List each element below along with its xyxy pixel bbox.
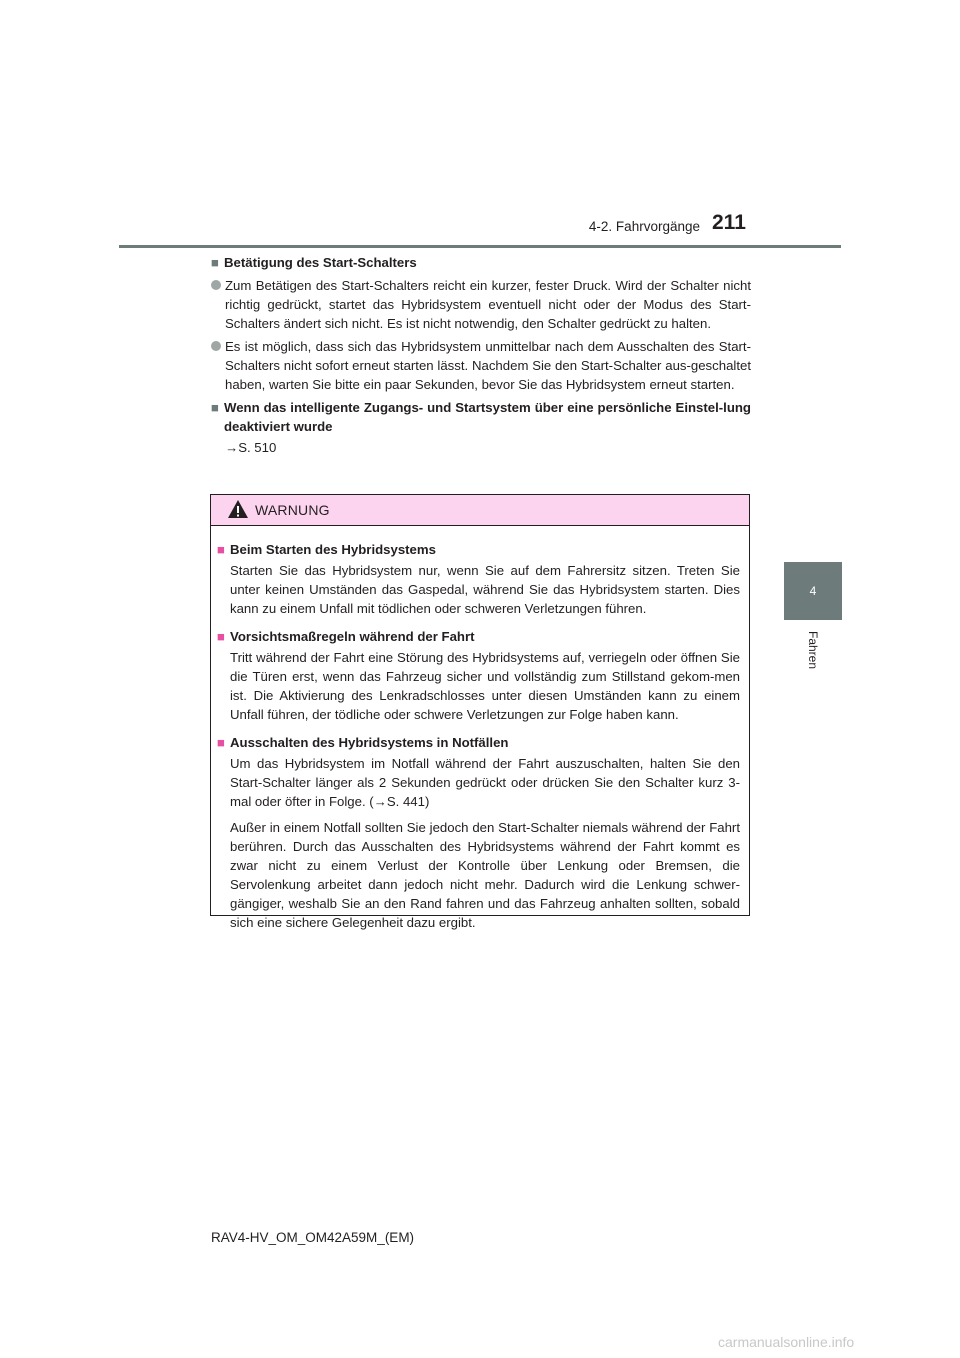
round-bullet-icon xyxy=(211,341,221,351)
square-bullet-icon: ■ xyxy=(211,255,219,270)
section-heading xyxy=(211,253,751,272)
warning-header xyxy=(211,495,749,526)
list-item-text: Es ist möglich, dass sich das Hybridsystem unmittelbar nach dem Ausschalten des Start-Schalters nicht sofort erneut starten lässt. Nachdem Sie den Start-Schalter aus-geschaltet haben, warten Sie bitte ein paar Sekunden, bevor Sie das Hybridsystem erneut starten. xyxy=(225,339,751,392)
chapter-tab xyxy=(784,562,842,620)
header-section-title: 4-2. Fahrvorgänge xyxy=(588,219,700,234)
warning-triangle-icon xyxy=(227,499,249,519)
list-item xyxy=(211,337,751,394)
header-rule xyxy=(119,245,841,248)
square-bullet-icon: ■ xyxy=(217,542,225,557)
main-content xyxy=(211,253,751,457)
warning-title: WARNUNG xyxy=(255,502,330,518)
warning-body xyxy=(211,526,749,932)
warning-heading-text: Vorsichtsmaßregeln während der Fahrt xyxy=(230,629,475,644)
warning-paragraph: Tritt während der Fahrt eine Störung des Hybridsystems auf, verriegeln oder öffnen Sie die Türen erst, wenn das Fahrzeug sicher und vollständig zum Stillstand gekom-men ist. Die Aktivierung des Lenkradschlosses unter diesen Umständen kann zu einem Unfall führen, der tödliche oder schwere Verletzungen zur Folge haben kann. xyxy=(230,650,740,722)
chapter-label: Fahren xyxy=(806,630,820,670)
square-bullet-icon: ■ xyxy=(217,735,225,750)
warning-paragraph: Um das Hybridsystem im Notfall während der Fahrt auszuschalten, halten Sie den Start-Schalter länger als 2 Sekunden gedrückt oder drücken Sie den Schalter kurz 3-mal oder öfter in Folge. (→S. 441) xyxy=(230,756,740,809)
warning-heading-text: Ausschalten des Hybridsystems in Notfällen xyxy=(230,735,509,750)
document-code: RAV4-HV_OM_OM42A59M_(EM) xyxy=(211,1230,415,1245)
page-number: 211 xyxy=(712,211,746,234)
round-bullet-icon xyxy=(211,280,221,290)
list-item-text: Zum Betätigen des Start-Schalters reicht ein kurzer, fester Druck. Wird der Schalter nicht richtig gedrückt, startet das Hybridsystem eventuell nicht oder der Modus des Start-Schalters ändert sich nicht. Es ist nicht notwendig, den Schalter gedrückt zu halten. xyxy=(225,278,751,331)
warning-paragraph: Starten Sie das Hybridsystem nur, wenn Sie auf dem Fahrersitz sitzen. Treten Sie unter keinen Umständen das Gaspedal, während Sie das Hybridsystem starten. Dies kann zu einem Unfall mit tödlichen oder schweren Verletzungen führen. xyxy=(230,563,740,616)
warning-heading xyxy=(217,540,740,559)
page-reference-link[interactable]: →S. 510 xyxy=(225,440,277,455)
warning-heading-text: Beim Starten des Hybridsystems xyxy=(230,542,436,557)
square-bullet-icon: ■ xyxy=(217,629,225,644)
warning-heading xyxy=(217,627,740,646)
section-heading-text: Wenn das intelligente Zugangs- und Startsystem über eine persönliche Einstel-lung deaktiviert wurde xyxy=(224,400,751,434)
warning-heading xyxy=(217,733,740,752)
watermark[interactable]: carmanualsonline.info xyxy=(718,1334,855,1350)
square-bullet-icon: ■ xyxy=(211,400,219,415)
list-item xyxy=(211,276,751,333)
section-heading-text: Betätigung des Start-Schalters xyxy=(224,255,417,270)
section-heading xyxy=(211,398,751,436)
chapter-label-strip xyxy=(784,620,842,680)
warning-box xyxy=(210,494,750,930)
chapter-number: 4 xyxy=(809,584,817,598)
warning-paragraph: Außer in einem Notfall sollten Sie jedoch den Start-Schalter niemals während der Fahrt berühren. Durch das Ausschalten des Hybridsystems während der Fahrt kommt es zwar nicht zu einem Verlust der Kontrolle über Lenkung oder Bremsen, die Servolenkung arbeitet dann jedoch nicht mehr. Dadurch wird die Lenkung schwer-gängiger, weshalb Sie an den Rand fahren und das Fahrzeug anhalten sollten, sobald sich eine sichere Gelegenheit dazu ergibt. xyxy=(230,820,740,930)
